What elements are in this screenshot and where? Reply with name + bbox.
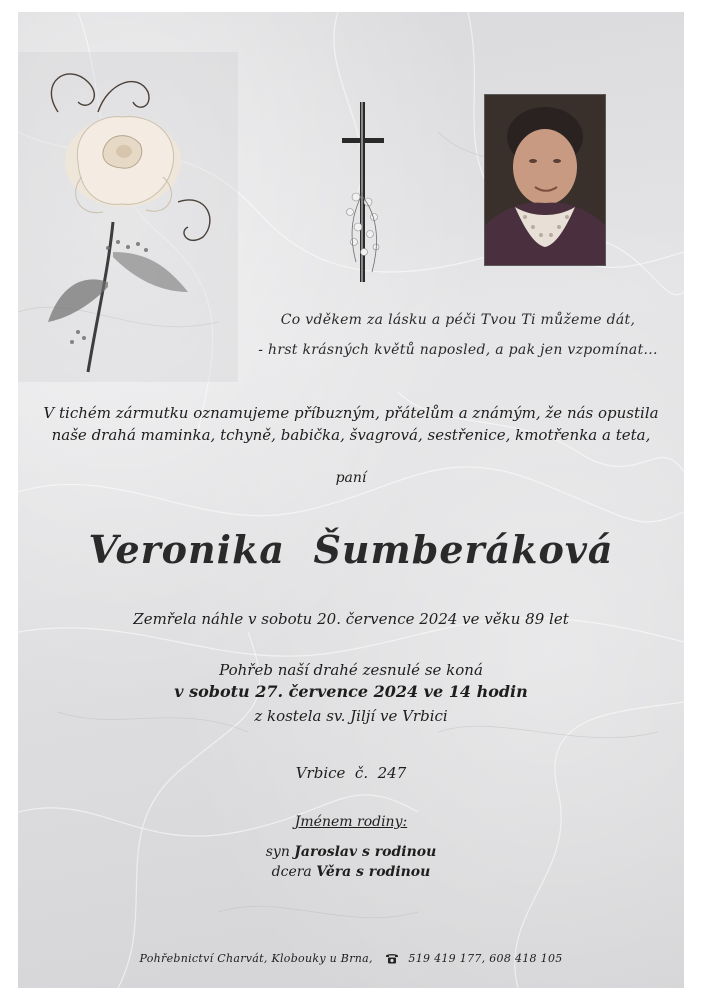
daughter-name: Věra s rodinou [316,864,431,880]
funeral-place: z kostela sv. Jiljí ve Vrbici [254,707,448,725]
son-prefix: syn [265,844,290,860]
announcement-line-2: naše drahá maminka, tchyně, babička, švagrová, sestřenice, kmotřenka a teta, [51,426,651,444]
address: Vrbice č. 247 [295,764,407,782]
footer-phones: 519 419 177, 608 418 105 [408,952,563,965]
funeral-datetime-text: v sobotu 27. července 2024 ve 14 hodin [174,682,528,701]
funeral-datetime [18,682,684,702]
daughter-prefix: dcera [271,864,312,880]
footer-company: Pohřebnictví Charvát, Klobouky u Brna, [139,952,373,965]
son-name: Jaroslav s rodinou [294,844,437,860]
family-daughter [18,862,684,882]
funeral-intro: Pohřeb naší drahé zesnulé se koná [219,661,483,679]
obituary-card [18,12,684,988]
rose-decoration [18,52,238,382]
death-info: Zemřela náhle v sobotu 20. července 2024 ve věku 89 let [133,610,569,628]
portrait-photo [484,94,606,266]
family-son [18,842,684,862]
deceased-name: Veronika Šumberáková [88,527,614,572]
cross-icon [328,102,398,292]
poem-line-2: - hrst krásných květů naposled, a pak jen vzpomínat... [258,342,658,358]
phone-icon [385,952,399,964]
family-heading: Jménem rodiny: [294,814,408,830]
announcement-line-1: V tichém zármutku oznamujeme příbuzným, přátelům a známým, že nás opustila [43,404,659,422]
title-word: paní [335,470,367,486]
poem-line-1: Co vděkem za lásku a péči Tvou Ti můžeme dát, [280,312,636,328]
footer [18,952,684,965]
